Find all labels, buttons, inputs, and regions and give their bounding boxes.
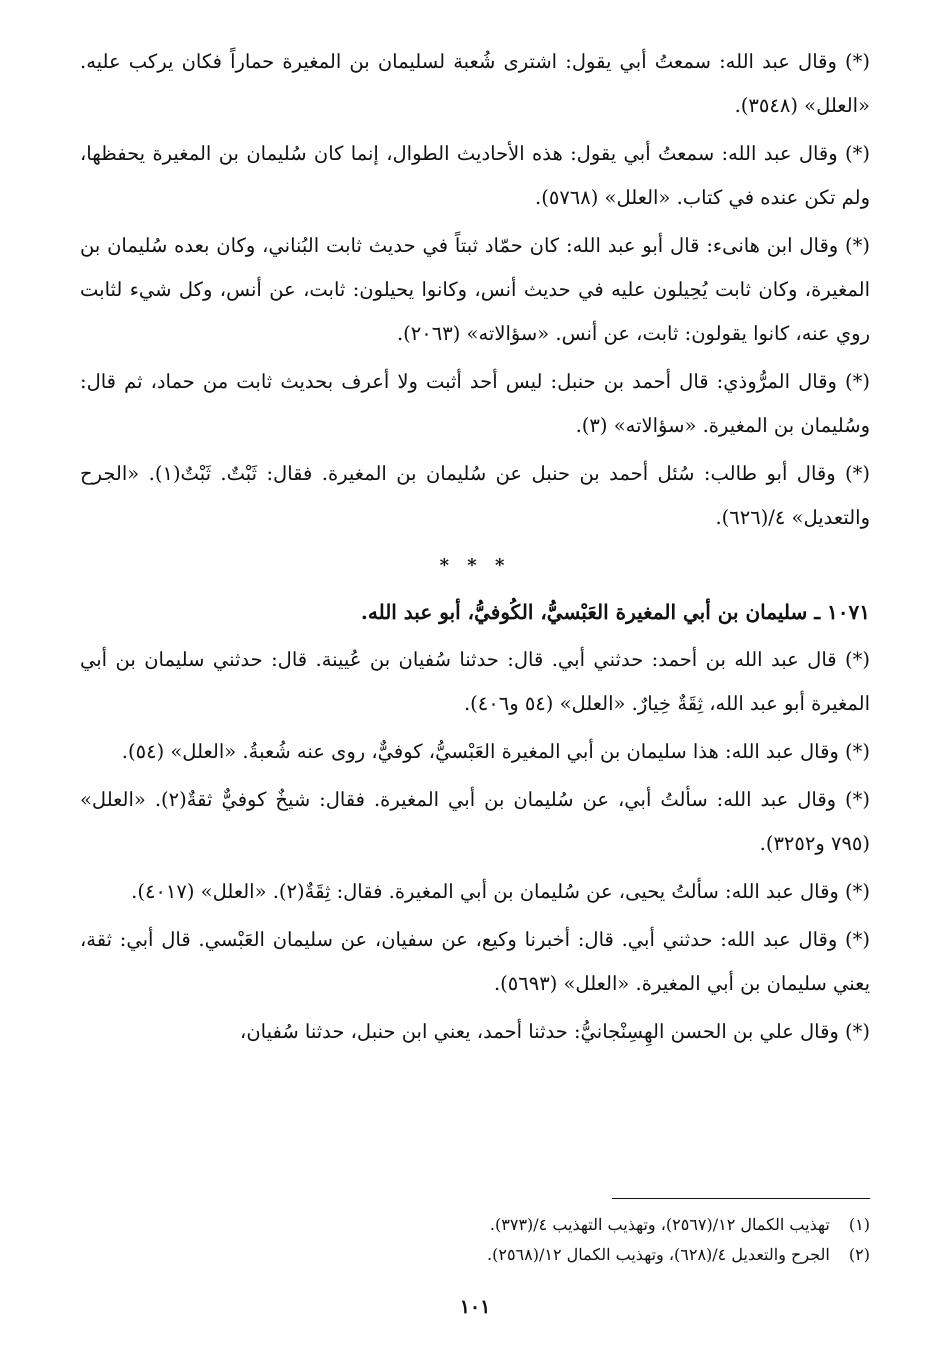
paragraph: (*) وقال عبد الله: هذا سليمان بن أبي المغيرة العَبْسيُّ، كوفيٌّ، روى عنه شُعبةُ. «العلل» (٥٤).	[121, 740, 870, 763]
paragraph: (*) وقال عبد الله: سألتُ يحيى، عن سُليمان بن أبي المغيرة. فقال: ثِقَةٌ(٢). «العلل» (٤٠١٧).	[131, 880, 870, 903]
footnote-divider	[612, 1198, 870, 1199]
page-number: ١٠١	[459, 1296, 491, 1318]
paragraph: (*) وقال أبو طالب: سُئل أحمد بن حنبل عن سُليمان بن المغيرة. فقال: ثَبْتٌ. ثَبْتٌ(١). «الجرح والتعديل» ٤/(٦٢٦).	[80, 462, 870, 529]
paragraph: (*) وقال عبد الله: سألتُ أبي، عن سُليمان بن أبي المغيرة. فقال: شيخٌ كوفيٌّ ثقةٌ(٢). «العلل» (٧٩٥ و٣٢٥٢).	[80, 788, 871, 855]
section-separator: * * *	[439, 555, 511, 576]
footnote	[80, 1210, 870, 1240]
footnote	[80, 1240, 870, 1270]
footnote-text: تهذيب الكمال ١٢/(٢٥٦٧)، وتهذيب التهذيب ٤/(٣٧٣).	[489, 1215, 830, 1234]
paragraph: (*) قال عبد الله بن أحمد: حدثني أبي. قال: حدثنا سُفيان بن عُيينة. قال: حدثني سليمان بن أبي المغيرة أبو عبد الله، ثِقَةٌ خِيارٌ. «العلل» (٥٤ و٤٠٦).	[80, 648, 870, 715]
entry-heading: ١٠٧١ ـ سليمان بن أبي المغيرة العَبْسيُّ، الكُوفيُّ، أبو عبد الله.	[360, 600, 870, 624]
footnote-number: (٢)	[848, 1245, 870, 1264]
paragraph: (*) وقال عبد الله: حدثني أبي. قال: أخبرنا وكيع، عن سفيان، عن سليمان العَبْسي. قال أبي: ثقة، يعني سليمان بن أبي المغيرة. «العلل» (٥٦٩٣).	[80, 928, 870, 995]
footnote-text: الجرح والتعديل ٤/(٦٢٨)، وتهذيب الكمال ١٢/(٢٥٦٨).	[487, 1245, 830, 1264]
paragraph: (*) وقال عبد الله: سمعتُ أبي يقول: اشترى شُعبة لسليمان بن المغيرة حماراً فكان يركب عليه. «العلل» (٣٥٤٨).	[80, 50, 870, 117]
footnote-number: (١)	[848, 1215, 870, 1234]
paragraph: (*) وقال ابن هانىء: قال أبو عبد الله: كان حمّاد ثبتاً في حديث ثابت البُناني، وكان بعده سُليمان بن المغيرة، وكان ثابت يُحِيلون عليه في حديث أنس، وكانوا يحيلون: ثابت، عن أنس، وكل شيء لثابت روي عنه، كانوا يقولون: ثابت، عن أنس. «سؤالاته» (٢٠٦٣).	[80, 234, 870, 345]
document-page	[80, 40, 870, 1330]
footnotes	[80, 1210, 870, 1270]
paragraph: (*) وقال المرُّوذي: قال أحمد بن حنبل: ليس أحد أثبت ولا أعرف بحديث ثابت من حماد، ثم قال: وسُليمان بن المغيرة. «سؤالاته» (٣).	[80, 370, 870, 437]
paragraph: (*) وقال علي بن الحسن الهِسِنْجانيُّ: حدثنا أحمد، يعني ابن حنبل، حدثنا سُفيان،	[240, 1020, 870, 1043]
paragraph: (*) وقال عبد الله: سمعتُ أبي يقول: هذه الأحاديث الطوال، إنما كان سُليمان بن المغيرة يحفظها، ولم تكن عنده في كتاب. «العلل» (٥٧٦٨).	[80, 142, 870, 209]
